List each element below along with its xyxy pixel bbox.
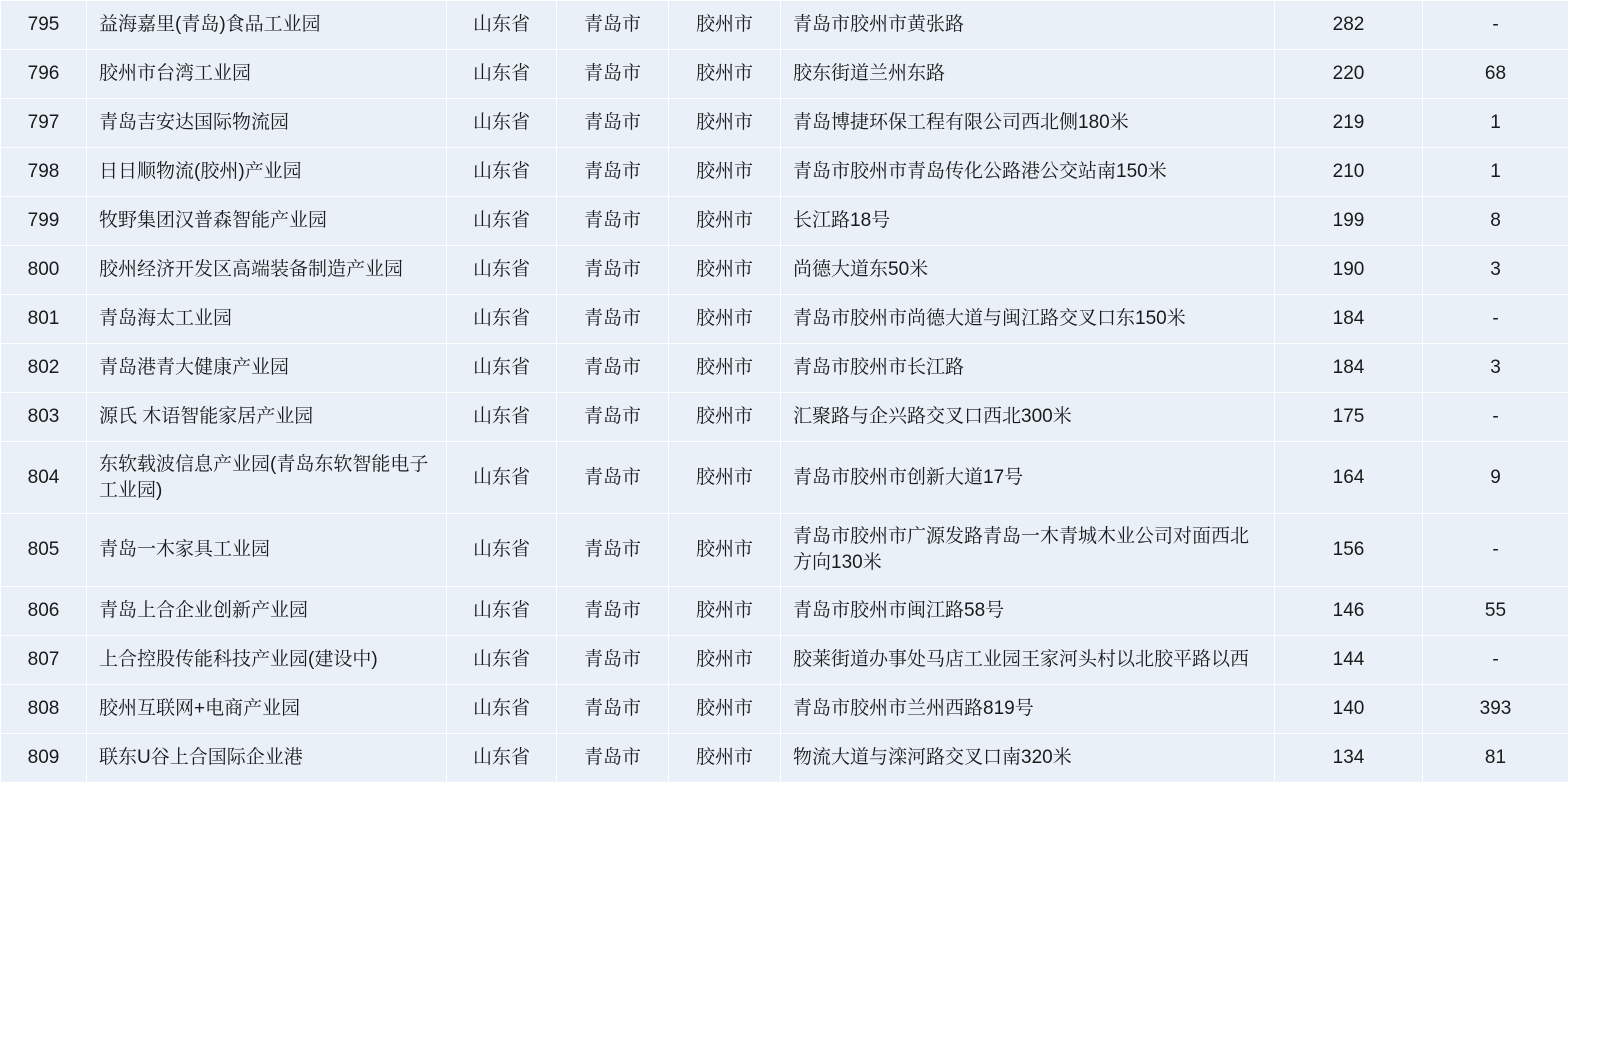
- cell-value-2: 81: [1423, 733, 1569, 782]
- cell-city: 青岛市: [557, 684, 669, 733]
- table-row: [1, 514, 1569, 586]
- table-row: [1, 684, 1569, 733]
- table-row: [1, 50, 1569, 99]
- cell-value-1: 199: [1275, 197, 1423, 246]
- cell-value-2: -: [1423, 1, 1569, 50]
- cell-park-name: 青岛港青大健康产业园: [87, 344, 447, 393]
- cell-district: 胶州市: [669, 733, 781, 782]
- cell-district: 胶州市: [669, 1, 781, 50]
- cell-city: 青岛市: [557, 635, 669, 684]
- table-row: [1, 1, 1569, 50]
- cell-district: 胶州市: [669, 393, 781, 442]
- cell-district: 胶州市: [669, 586, 781, 635]
- cell-value-2: 3: [1423, 246, 1569, 295]
- cell-index: 800: [1, 246, 87, 295]
- cell-value-2: 55: [1423, 586, 1569, 635]
- cell-city: 青岛市: [557, 733, 669, 782]
- cell-city: 青岛市: [557, 1, 669, 50]
- table-row: [1, 99, 1569, 148]
- cell-park-name: 日日顺物流(胶州)产业园: [87, 148, 447, 197]
- cell-address: 胶东街道兰州东路: [781, 50, 1275, 99]
- cell-index: 797: [1, 99, 87, 148]
- cell-province: 山东省: [447, 99, 557, 148]
- cell-district: 胶州市: [669, 684, 781, 733]
- cell-index: 806: [1, 586, 87, 635]
- cell-park-name: 胶州市台湾工业园: [87, 50, 447, 99]
- cell-park-name: 益海嘉里(青岛)食品工业园: [87, 1, 447, 50]
- cell-value-1: 146: [1275, 586, 1423, 635]
- cell-value-2: 8: [1423, 197, 1569, 246]
- cell-park-name: 源氏 木语智能家居产业园: [87, 393, 447, 442]
- cell-district: 胶州市: [669, 197, 781, 246]
- cell-province: 山东省: [447, 1, 557, 50]
- cell-district: 胶州市: [669, 148, 781, 197]
- cell-province: 山东省: [447, 148, 557, 197]
- table-row: [1, 295, 1569, 344]
- cell-index: 807: [1, 635, 87, 684]
- cell-value-1: 220: [1275, 50, 1423, 99]
- cell-park-name: 上合控股传能科技产业园(建设中): [87, 635, 447, 684]
- cell-index: 808: [1, 684, 87, 733]
- cell-city: 青岛市: [557, 393, 669, 442]
- cell-province: 山东省: [447, 197, 557, 246]
- cell-city: 青岛市: [557, 344, 669, 393]
- cell-province: 山东省: [447, 393, 557, 442]
- cell-park-name: 青岛上合企业创新产业园: [87, 586, 447, 635]
- cell-district: 胶州市: [669, 246, 781, 295]
- cell-value-1: 140: [1275, 684, 1423, 733]
- cell-value-1: 134: [1275, 733, 1423, 782]
- cell-province: 山东省: [447, 635, 557, 684]
- cell-index: 801: [1, 295, 87, 344]
- cell-value-2: -: [1423, 393, 1569, 442]
- cell-province: 山东省: [447, 684, 557, 733]
- cell-park-name: 联东U谷上合国际企业港: [87, 733, 447, 782]
- cell-park-name: 牧野集团汉普森智能产业园: [87, 197, 447, 246]
- cell-city: 青岛市: [557, 295, 669, 344]
- cell-province: 山东省: [447, 50, 557, 99]
- cell-value-1: 175: [1275, 393, 1423, 442]
- table-row: [1, 246, 1569, 295]
- cell-park-name: 东软载波信息产业园(青岛东软智能电子工业园): [87, 442, 447, 514]
- cell-district: 胶州市: [669, 442, 781, 514]
- cell-city: 青岛市: [557, 514, 669, 586]
- cell-province: 山东省: [447, 295, 557, 344]
- cell-value-1: 164: [1275, 442, 1423, 514]
- cell-district: 胶州市: [669, 295, 781, 344]
- cell-value-2: 1: [1423, 99, 1569, 148]
- table-row: [1, 586, 1569, 635]
- cell-district: 胶州市: [669, 514, 781, 586]
- cell-address: 青岛市胶州市黄张路: [781, 1, 1275, 50]
- table-row: [1, 344, 1569, 393]
- cell-index: 804: [1, 442, 87, 514]
- cell-value-1: 210: [1275, 148, 1423, 197]
- cell-city: 青岛市: [557, 50, 669, 99]
- cell-value-2: 1: [1423, 148, 1569, 197]
- cell-province: 山东省: [447, 586, 557, 635]
- table-row: [1, 148, 1569, 197]
- cell-value-1: 156: [1275, 514, 1423, 586]
- cell-address: 胶莱街道办事处马店工业园王家河头村以北胶平路以西: [781, 635, 1275, 684]
- bottom-spacer: [0, 783, 1600, 803]
- cell-city: 青岛市: [557, 442, 669, 514]
- cell-value-2: -: [1423, 514, 1569, 586]
- cell-index: 798: [1, 148, 87, 197]
- cell-address: 青岛市胶州市青岛传化公路港公交站南150米: [781, 148, 1275, 197]
- table-row: [1, 733, 1569, 782]
- cell-district: 胶州市: [669, 99, 781, 148]
- cell-index: 795: [1, 1, 87, 50]
- cell-index: 805: [1, 514, 87, 586]
- cell-province: 山东省: [447, 514, 557, 586]
- cell-address: 青岛市胶州市广源发路青岛一木青城木业公司对面西北方向130米: [781, 514, 1275, 586]
- cell-address: 青岛市胶州市长江路: [781, 344, 1275, 393]
- cell-park-name: 青岛吉安达国际物流园: [87, 99, 447, 148]
- cell-index: 802: [1, 344, 87, 393]
- cell-index: 796: [1, 50, 87, 99]
- cell-value-1: 184: [1275, 344, 1423, 393]
- cell-district: 胶州市: [669, 50, 781, 99]
- cell-city: 青岛市: [557, 99, 669, 148]
- cell-province: 山东省: [447, 344, 557, 393]
- cell-province: 山东省: [447, 442, 557, 514]
- cell-province: 山东省: [447, 246, 557, 295]
- cell-value-2: 68: [1423, 50, 1569, 99]
- cell-address: 青岛市胶州市尚德大道与闽江路交叉口东150米: [781, 295, 1275, 344]
- cell-park-name: 胶州互联网+电商产业园: [87, 684, 447, 733]
- cell-city: 青岛市: [557, 586, 669, 635]
- cell-city: 青岛市: [557, 148, 669, 197]
- table-body: [1, 1, 1569, 783]
- cell-index: 809: [1, 733, 87, 782]
- cell-district: 胶州市: [669, 344, 781, 393]
- cell-park-name: 青岛一木家具工业园: [87, 514, 447, 586]
- cell-park-name: 青岛海太工业园: [87, 295, 447, 344]
- cell-address: 青岛市胶州市兰州西路819号: [781, 684, 1275, 733]
- cell-value-1: 190: [1275, 246, 1423, 295]
- cell-city: 青岛市: [557, 246, 669, 295]
- cell-index: 799: [1, 197, 87, 246]
- table-row: [1, 197, 1569, 246]
- cell-value-2: -: [1423, 635, 1569, 684]
- cell-value-1: 144: [1275, 635, 1423, 684]
- cell-district: 胶州市: [669, 635, 781, 684]
- table-row: [1, 442, 1569, 514]
- cell-value-2: 3: [1423, 344, 1569, 393]
- cell-address: 尚德大道东50米: [781, 246, 1275, 295]
- cell-address: 青岛市胶州市创新大道17号: [781, 442, 1275, 514]
- cell-value-1: 184: [1275, 295, 1423, 344]
- cell-city: 青岛市: [557, 197, 669, 246]
- cell-address: 汇聚路与企兴路交叉口西北300米: [781, 393, 1275, 442]
- table-row: [1, 393, 1569, 442]
- cell-value-2: -: [1423, 295, 1569, 344]
- cell-park-name: 胶州经济开发区高端装备制造产业园: [87, 246, 447, 295]
- cell-value-1: 219: [1275, 99, 1423, 148]
- cell-index: 803: [1, 393, 87, 442]
- cell-address: 长江路18号: [781, 197, 1275, 246]
- cell-province: 山东省: [447, 733, 557, 782]
- cell-value-1: 282: [1275, 1, 1423, 50]
- cell-value-2: 9: [1423, 442, 1569, 514]
- cell-address: 物流大道与滦河路交叉口南320米: [781, 733, 1275, 782]
- cell-address: 青岛博捷环保工程有限公司西北侧180米: [781, 99, 1275, 148]
- cell-address: 青岛市胶州市闽江路58号: [781, 586, 1275, 635]
- table-row: [1, 635, 1569, 684]
- cell-value-2: 393: [1423, 684, 1569, 733]
